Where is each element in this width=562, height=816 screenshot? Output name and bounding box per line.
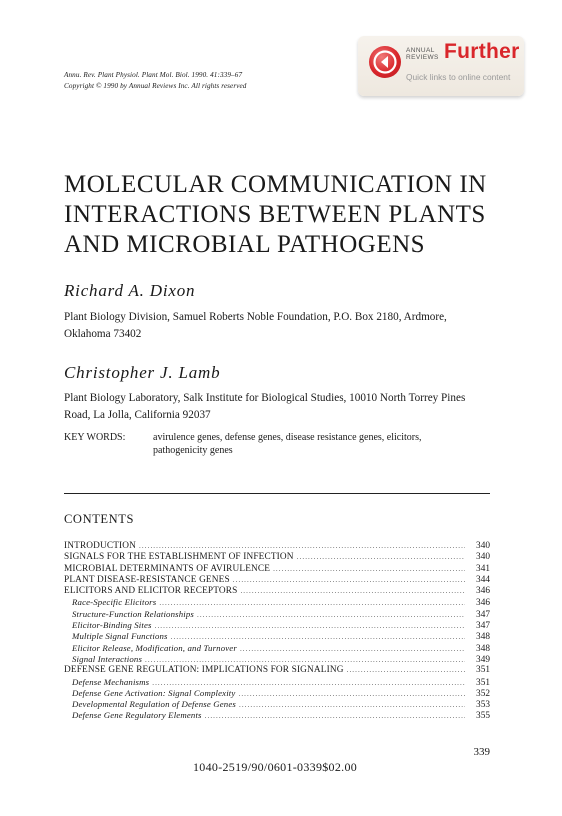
author-name: Christopher J. Lamb	[64, 363, 221, 382]
further-badge[interactable]	[358, 36, 524, 96]
toc-subentry[interactable]: Elicitor-Binding Sites ..... 347	[64, 620, 490, 631]
contents-heading: CONTENTS	[64, 512, 135, 526]
toc-subentry[interactable]: Developmental Regulation of Defense Genes ..... 353	[64, 699, 490, 710]
keywords-label: KEY WORDS:	[64, 432, 126, 443]
toc-entry[interactable]: SIGNALS FOR THE ESTABLISHMENT OF INFECTION ..... 340	[64, 552, 490, 563]
toc-subentry[interactable]: Race-Specific Elicitors ..... 346	[64, 597, 490, 608]
page-number: 339	[473, 746, 490, 758]
author-affiliation: Plant Biology Division, Samuel Roberts Noble Foundation, P.O. Box 2180, Ardmore, Oklahoma 73402	[64, 311, 447, 340]
toc-subentry[interactable]: Defense Gene Regulatory Elements ..... 355	[64, 710, 490, 721]
title-line: MOLECULAR COMMUNICATION IN	[64, 171, 487, 198]
annual-reviews-wordmark: ANNUAL REVIEWS	[406, 47, 439, 61]
keywords-text: avirulence genes, defense genes, disease resistance genes, elicitors, pathogenicity genes	[153, 432, 422, 456]
toc-entry[interactable]: ELICITORS AND ELICITOR RECEPTORS ..... 346	[64, 586, 490, 597]
toc-subentry[interactable]: Defense Gene Activation: Signal Complexity ..... 352	[64, 688, 490, 699]
toc-entry[interactable]: INTRODUCTION ..... 340	[64, 541, 490, 552]
further-label: Further	[444, 40, 520, 63]
annual-reviews-logo-icon	[369, 46, 401, 78]
toc-entry[interactable]: PLANT DISEASE-RESISTANCE GENES ..... 344	[64, 575, 490, 586]
author-affiliation: Plant Biology Laboratory, Salk Institute for Biological Studies, 10010 North Torrey Pines Road, La Jolla, California 92037	[64, 392, 466, 421]
further-subtitle: Quick links to online content	[406, 72, 511, 82]
journal-citation	[64, 70, 247, 92]
toc-entry[interactable]: DEFENSE GENE REGULATION: IMPLICATIONS FOR SIGNALING ..... 351	[64, 665, 490, 676]
copyright-line: Copyright © 1990 by Annual Reviews Inc. All rights reserved	[64, 82, 247, 90]
citation-line: Annu. Rev. Plant Physiol. Plant Mol. Biol. 1990. 41:339–67	[64, 71, 243, 79]
price-code: 1040-2519/90/0601-0339$02.00	[193, 760, 358, 774]
toc-subentry[interactable]: Elicitor Release, Modification, and Turnover ..... 348	[64, 643, 490, 654]
toc-entry[interactable]: MICROBIAL DETERMINANTS OF AVIRULENCE ..... 341	[64, 564, 490, 575]
section-divider	[64, 493, 490, 494]
toc-subentry[interactable]: Structure-Function Relationships ..... 347	[64, 609, 490, 620]
article-title	[64, 170, 487, 260]
toc-subentry[interactable]: Defense Mechanisms ..... 351	[64, 677, 490, 688]
table-of-contents	[64, 541, 490, 722]
author-name: Richard A. Dixon	[64, 281, 196, 300]
toc-subentry[interactable]: Multiple Signal Functions ..... 348	[64, 631, 490, 642]
title-line: INTERACTIONS BETWEEN PLANTS	[64, 201, 486, 228]
title-line: AND MICROBIAL PATHOGENS	[64, 231, 426, 258]
toc-subentry[interactable]: Signal Interactions ..... 349	[64, 654, 490, 665]
